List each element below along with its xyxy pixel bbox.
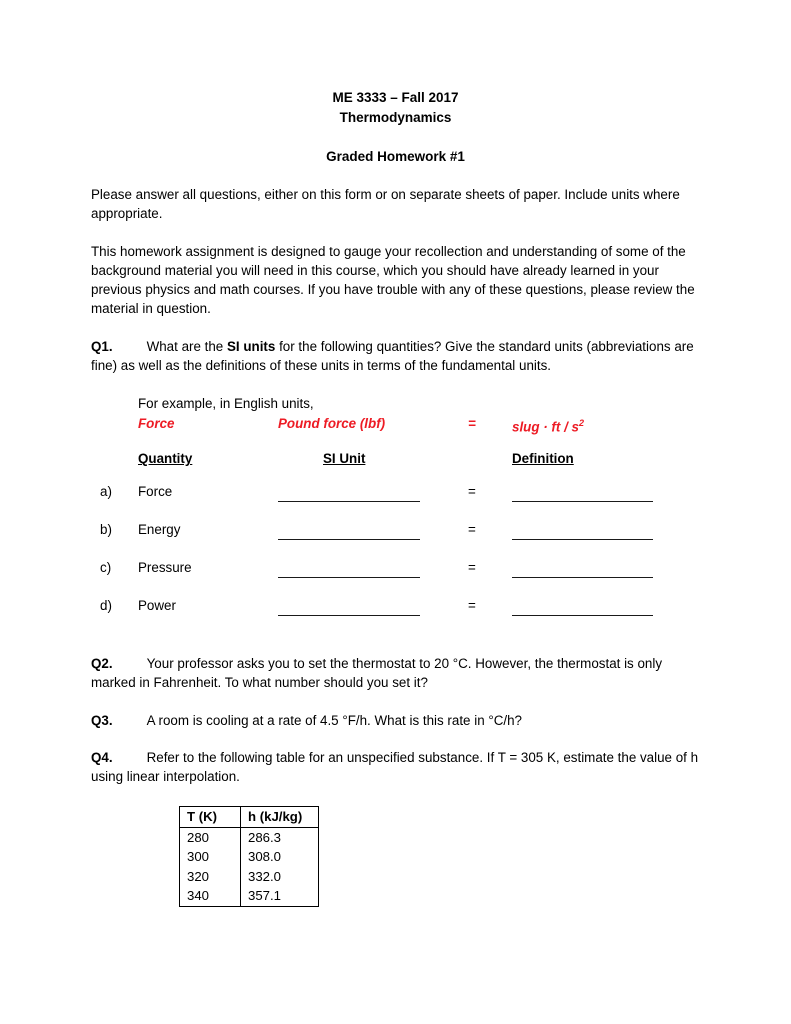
header-si-unit: SI Unit: [323, 450, 366, 466]
question-4-text: [91, 748, 700, 787]
q1-row-b-quantity: Energy: [138, 521, 181, 537]
q4-table-wrapper: [91, 806, 700, 907]
q4-data-table: [179, 806, 319, 907]
q1-example-definition-base: slug · ft / s: [512, 419, 579, 435]
q1-example-equals: =: [468, 415, 476, 431]
q1-row-c-equals: =: [468, 559, 476, 575]
q1-row-c-si-unit-blank[interactable]: [278, 577, 420, 578]
question-3-text: [91, 711, 700, 730]
q1-row-b-si-unit-blank[interactable]: [278, 539, 420, 540]
q1-example-unit: Pound force (lbf): [278, 415, 386, 431]
q4-table-body: [180, 827, 319, 906]
q1-row-d-definition-blank[interactable]: [512, 615, 653, 616]
q1-row-d-si-unit-blank[interactable]: [278, 615, 420, 616]
table-row: [180, 867, 319, 887]
table-row: [180, 847, 319, 867]
document-title: [91, 88, 700, 128]
question-2-text: [91, 654, 700, 693]
q2-body: Your professor asks you to set the thermostat to 20 °C. However, the thermostat is only marked in Fahrenheit. To what number should you set it?: [91, 655, 663, 691]
q1-row-d-label: d): [100, 597, 112, 613]
table-cell-enthalpy: 332.0: [241, 867, 319, 887]
table-header-row: [180, 807, 319, 828]
table-cell-enthalpy: 357.1: [241, 886, 319, 906]
q4-table-head: [180, 807, 319, 828]
q4-body: Refer to the following table for an unspecified substance. If T = 305 K, estimate the value of h using linear interpolation.: [91, 749, 699, 785]
q1-row-a: [91, 484, 700, 522]
q1-example-intro: For example, in English units,: [138, 396, 314, 412]
table-header-enthalpy: h (kJ/kg): [241, 807, 319, 828]
q1-example-row: [91, 414, 700, 433]
q1-example-quantity: Force: [138, 415, 175, 431]
table-cell-temperature: 340: [180, 886, 241, 906]
q1-text-after-bold: for the following quantities? Give the standard units (abbreviations are fine) as well as the definitions of these units in terms of the fundamental units.: [91, 338, 694, 374]
table-cell-temperature: 280: [180, 827, 241, 847]
course-title-line: ME 3333 – Fall 2017: [332, 90, 459, 105]
q1-row-b-label: b): [100, 521, 112, 537]
q1-row-c-quantity: Pressure: [138, 559, 192, 575]
q1-row-c-definition-blank[interactable]: [512, 577, 653, 578]
q1-text-before-bold: What are the: [146, 338, 227, 354]
q1-row-c: [91, 560, 700, 598]
q1-example-block: [91, 394, 700, 433]
table-cell-temperature: 300: [180, 847, 241, 867]
header-quantity: Quantity: [138, 450, 193, 466]
table-cell-enthalpy: 286.3: [241, 827, 319, 847]
q1-example-definition: [512, 414, 584, 437]
q1-row-a-equals: =: [468, 483, 476, 499]
question-3-label: Q3.: [91, 712, 113, 728]
q1-row-a-definition-blank[interactable]: [512, 501, 653, 502]
q1-answer-rows: [91, 484, 700, 636]
q1-row-b: [91, 522, 700, 560]
question-4-label: Q4.: [91, 749, 113, 765]
q3-body: A room is cooling at a rate of 4.5 °F/h. What is this rate in °C/h?: [146, 712, 522, 728]
q1-row-b-definition-blank[interactable]: [512, 539, 653, 540]
table-cell-enthalpy: 308.0: [241, 847, 319, 867]
question-2-label: Q2.: [91, 655, 113, 671]
assignment-title: Graded Homework #1: [326, 149, 465, 164]
table-row: [180, 827, 319, 847]
header-definition: Definition: [512, 450, 574, 466]
q1-row-b-equals: =: [468, 521, 476, 537]
table-header-temperature: T (K): [180, 807, 241, 828]
question-1-text: [91, 337, 700, 376]
q1-row-c-label: c): [100, 559, 112, 575]
question-1-label: Q1.: [91, 338, 113, 354]
q1-column-headers: [91, 451, 700, 471]
course-subject-line: Thermodynamics: [339, 110, 452, 125]
intro-paragraph-1: Please answer all questions, either on this form or on separate sheets of paper. Include units where appropriate.: [91, 187, 680, 222]
q1-row-d-quantity: Power: [138, 597, 176, 613]
q1-row-a-si-unit-blank[interactable]: [278, 501, 420, 502]
q1-row-d-equals: =: [468, 597, 476, 613]
document-content: [91, 88, 700, 907]
q1-example-definition-exponent: 2: [578, 417, 584, 428]
q1-row-d: [91, 598, 700, 636]
q1-row-a-quantity: Force: [138, 483, 173, 499]
intro-paragraph-2: This homework assignment is designed to gauge your recollection and understanding of some of the background material you will need in this course, which you should have already learned in your previous physics and math courses. If you have trouble with any of these questions, please review the material in question.: [91, 243, 695, 317]
q1-bold-term: SI units: [226, 338, 276, 354]
table-cell-temperature: 320: [180, 867, 241, 887]
q1-row-a-label: a): [100, 483, 112, 499]
table-row: [180, 886, 319, 906]
